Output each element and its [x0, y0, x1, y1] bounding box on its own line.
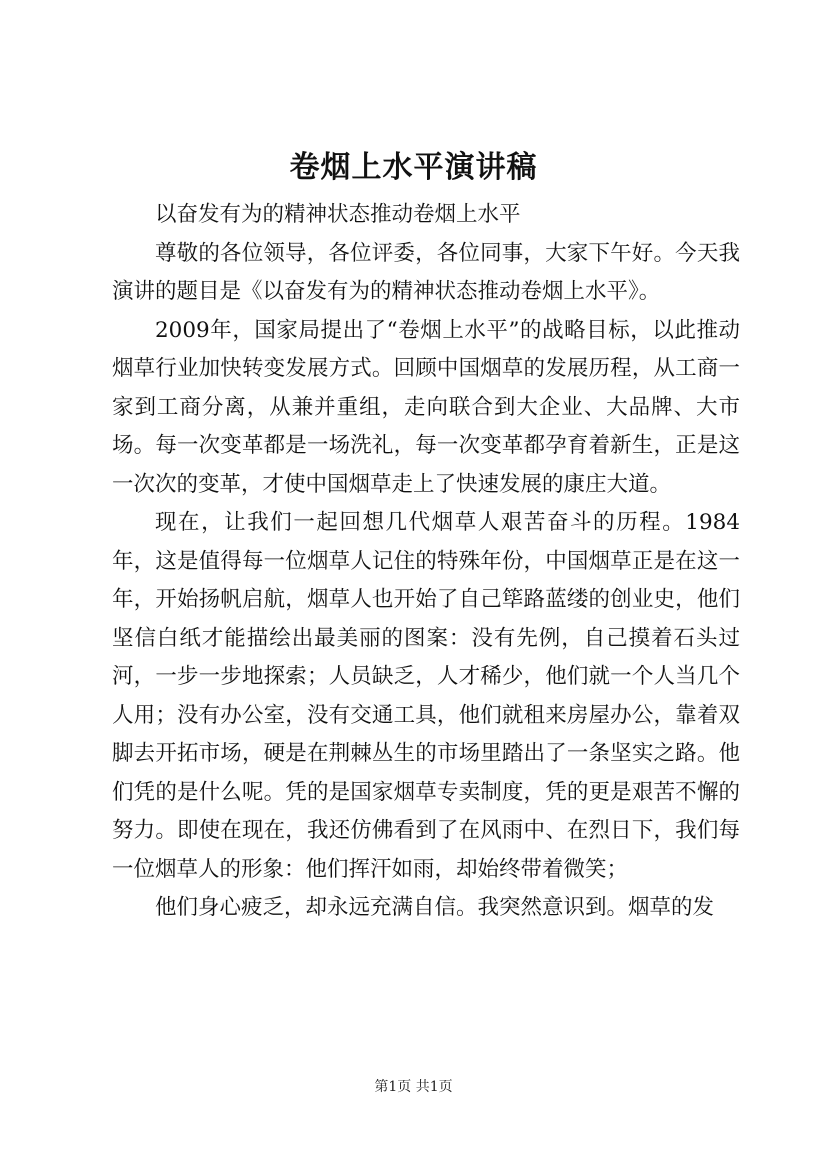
document-title: 卷烟上水平演讲稿: [289, 150, 538, 185]
document-body: [112, 196, 740, 928]
subtitle-paragraph: 以奋发有为的精神状态推动卷烟上水平: [155, 202, 521, 227]
greeting-paragraph: 尊敬的各位领导，各位评委，各位同事，大家下午好。今天我演讲的题目是《以奋发有为的精神状态推动卷烟上水平》。: [112, 240, 740, 304]
body-paragraph: 现在，让我们一起回想几代烟草人艰苦奋斗的历程。1984年，这是值得每一位烟草人记住的特殊年份，中国烟草正是在这一年，开始扬帆启航，烟草人也开始了自己筚路蓝缕的创业史，他们坚信白纸才能描绘出最美丽的图案：没有先例，自己摸着石头过河，一步一步地探索；人员缺乏，人才稀少，他们就一个人当几个人用；没有办公室，没有交通工具，他们就租来房屋办公，靠着双脚去开拓市场，硬是在荆棘丛生的市场里踏出了一条坚实之路。他们凭的是什么呢。凭的是国家烟草专卖制度，凭的更是艰苦不懈的努力。即使在现在，我还仿佛看到了在风雨中、在烈日下，我们每一位烟草人的形象：他们挥汗如雨，却始终带着微笑；: [112, 510, 740, 882]
page-footer: [0, 1077, 827, 1097]
page-number-label: 第1页 共1页: [374, 1079, 453, 1095]
body-paragraph: 2009年，国家局提出了“卷烟上水平”的战略目标，以此推动烟草行业加快转变发展方式。回顾中国烟草的发展历程，从工商一家到工商分离，从兼并重组，走向联合到大企业、大品牌、大市场。每一次变革都是一场洗礼，每一次变革都孕育着新生，正是这一次次的变革，才使中国烟草走上了快速发展的康庄大道。: [112, 317, 740, 497]
body-paragraph: 他们身心疲乏，却永远充满自信。我突然意识到。烟草的发: [155, 895, 715, 920]
